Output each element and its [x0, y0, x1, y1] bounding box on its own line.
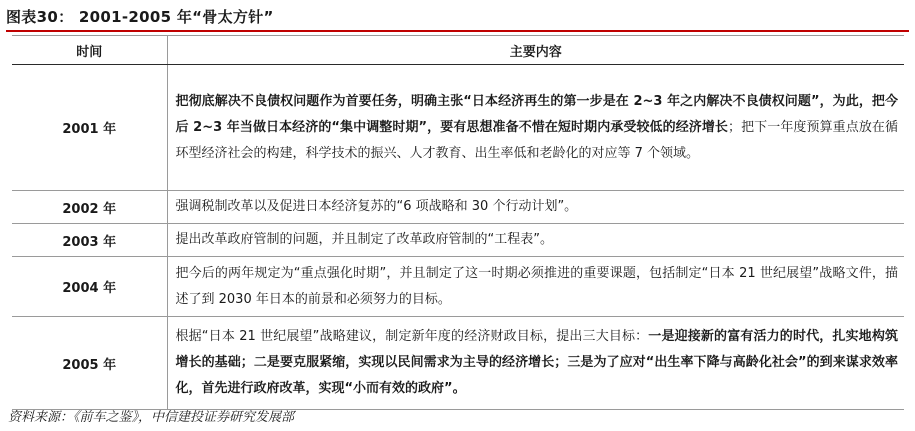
table-row [12, 65, 904, 191]
row-content [167, 65, 904, 191]
row-content-text: 根据“日本 21 世纪展望”战略建议，制定新年度的经济财政目标，提出三大目标： [175, 329, 649, 344]
row-content-bold: 把彻底解决不良债权问题作为首要任务，明确主张“日本经济再生的第一步是在 2~3 年之内解决不良债权问题”，为此，把今后 2~3 年当做日本经济的“集中调整时期”，要有思想准备不惜在短时期内承受较低的经济增长 [175, 93, 898, 135]
header-year: 时间 [12, 36, 167, 65]
row-year: 2001 年 [12, 65, 167, 191]
source-note: 资料来源：《前车之鉴》，中信建投证券研究发展部 [8, 410, 295, 425]
table-row [12, 257, 904, 317]
row-content [167, 224, 904, 257]
row-content-text: 提出改革政府管制的问题，并且制定了改革政府管制的“工程表”。 [175, 232, 553, 247]
row-content-text: 把今后的两年规定为“重点强化时期”，并且制定了这一时期必须推进的重要课题，包括制定“日本 21 世纪展望”战略文件，描述了到 2030 年日本的前景和必须努力的目标。 [175, 265, 898, 307]
row-content [167, 191, 904, 224]
table-row [12, 317, 904, 410]
row-content-text: ；把下一年度预算重点放在循环型经济社会的构建，科学技术的振兴、人才教育、出生率低和老龄化的对应等 7 个领域。 [175, 119, 898, 161]
row-year: 2005 年 [12, 317, 167, 410]
row-year: 2004 年 [12, 257, 167, 317]
row-content-bold: 一是迎接新的富有活力的时代，扎实地构筑增长的基础；二是要克服紧缩，实现以民间需求为主导的经济增长；三是为了应对“出生率下降与高龄化社会”的到来谋求效率化，首先进行政府改革，实现“小而有效的政府”。 [175, 329, 898, 396]
table-row [12, 224, 904, 257]
row-year: 2003 年 [12, 224, 167, 257]
title-divider [6, 30, 909, 32]
row-year: 2002 年 [12, 191, 167, 224]
figure-title: 图表30： 2001-2005 年“骨太方针” [6, 8, 274, 26]
policy-table [12, 35, 904, 410]
row-content [167, 317, 904, 410]
row-content [167, 257, 904, 317]
row-content-text: 强调税制改革以及促进日本经济复苏的“6 项战略和 30 个行动计划”。 [175, 199, 578, 214]
table-row [12, 191, 904, 224]
table-header-row [12, 36, 904, 65]
header-content: 主要内容 [167, 36, 904, 65]
